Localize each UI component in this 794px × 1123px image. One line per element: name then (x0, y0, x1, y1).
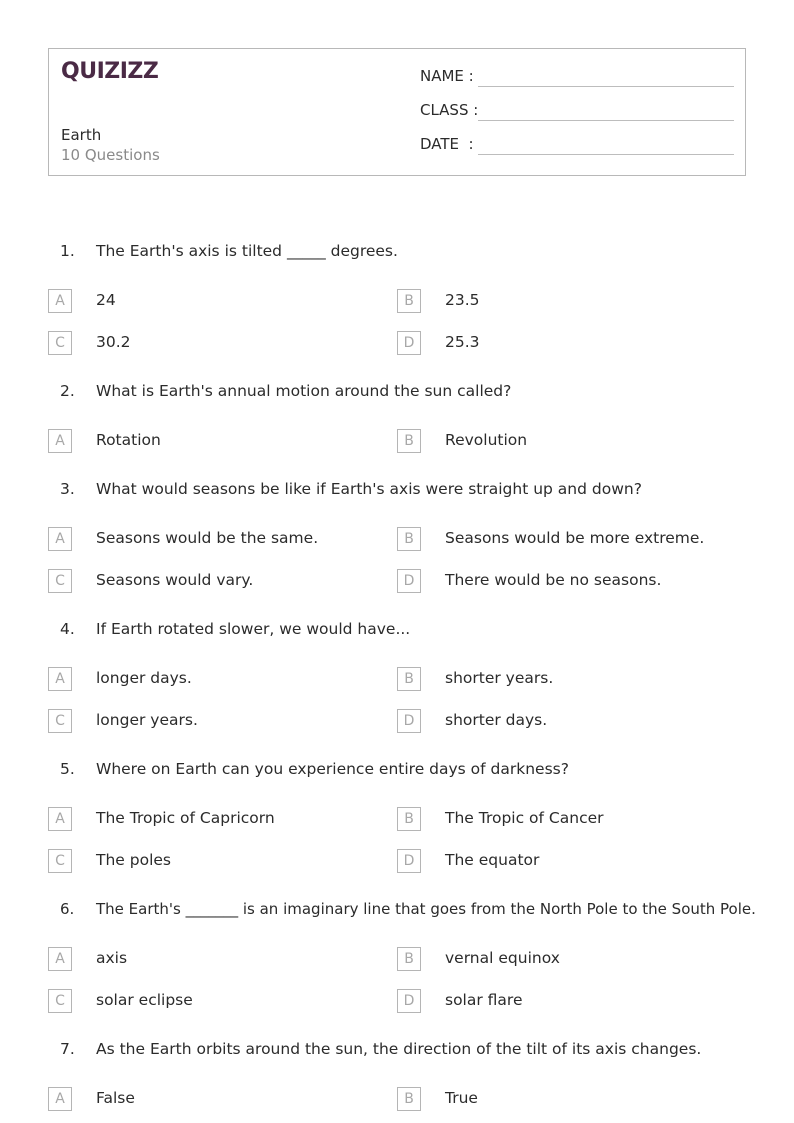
option-3b[interactable] (397, 527, 705, 551)
option-6a[interactable] (48, 947, 348, 971)
option-letter: A (48, 289, 72, 313)
option-text: longer days. (96, 669, 192, 687)
option-1d[interactable] (397, 331, 697, 355)
question-text: The Earth's axis is tilted _____ degrees. (96, 242, 398, 260)
worksheet-header (48, 48, 746, 176)
question-number: 3. (60, 480, 75, 498)
option-letter: B (397, 527, 421, 551)
option-1a[interactable] (48, 289, 348, 313)
option-letter: B (397, 807, 421, 831)
option-3d[interactable] (397, 569, 697, 593)
question-text: If Earth rotated slower, we would have... (96, 620, 411, 638)
option-text: Seasons would vary. (96, 571, 254, 589)
option-text: The Tropic of Capricorn (96, 809, 275, 827)
option-5c[interactable] (48, 849, 348, 873)
option-7b[interactable] (397, 1087, 697, 1111)
option-7a[interactable] (48, 1087, 348, 1111)
option-letter: A (48, 947, 72, 971)
option-letter: A (48, 1087, 72, 1111)
class-field[interactable] (420, 101, 734, 125)
option-4c[interactable] (48, 709, 348, 733)
option-5b[interactable] (397, 807, 697, 831)
option-letter: D (397, 709, 421, 733)
option-text: Seasons would be more extreme. (445, 529, 705, 547)
option-letter: C (48, 331, 72, 355)
option-text: longer years. (96, 711, 198, 729)
option-letter: B (397, 947, 421, 971)
option-text: Rotation (96, 431, 161, 449)
option-text: shorter days. (445, 711, 548, 729)
question-text: Where on Earth can you experience entire days of darkness? (96, 760, 569, 778)
option-letter: A (48, 429, 72, 453)
option-3c[interactable] (48, 569, 348, 593)
option-text: The poles (96, 851, 171, 869)
question-number: 7. (60, 1040, 75, 1058)
option-letter: B (397, 1087, 421, 1111)
class-label: CLASS : (420, 101, 479, 119)
option-3a[interactable] (48, 527, 348, 551)
option-4a[interactable] (48, 667, 348, 691)
option-5d[interactable] (397, 849, 697, 873)
class-line[interactable] (478, 120, 734, 121)
option-1b[interactable] (397, 289, 697, 313)
option-letter: A (48, 527, 72, 551)
option-2a[interactable] (48, 429, 348, 453)
option-letter: A (48, 667, 72, 691)
question-text: What is Earth's annual motion around the sun called? (96, 382, 512, 400)
option-letter: D (397, 569, 421, 593)
date-label: DATE : (420, 135, 474, 153)
option-letter: D (397, 331, 421, 355)
question-number: 6. (60, 900, 75, 918)
option-text: solar eclipse (96, 991, 193, 1009)
option-text: 23.5 (445, 291, 480, 309)
option-4d[interactable] (397, 709, 697, 733)
option-text: Revolution (445, 431, 528, 449)
date-field[interactable] (420, 135, 734, 159)
option-2b[interactable] (397, 429, 697, 453)
option-6b[interactable] (397, 947, 697, 971)
option-text: False (96, 1089, 135, 1107)
option-letter: D (397, 849, 421, 873)
option-text: 30.2 (96, 333, 131, 351)
name-line[interactable] (478, 86, 734, 87)
option-letter: B (397, 289, 421, 313)
option-text: 24 (96, 291, 116, 309)
question-number: 5. (60, 760, 75, 778)
option-text: The Tropic of Cancer (445, 809, 604, 827)
option-letter: C (48, 709, 72, 733)
option-text: solar flare (445, 991, 523, 1009)
name-label: NAME : (420, 67, 474, 85)
option-text: There would be no seasons. (445, 571, 662, 589)
option-letter: C (48, 989, 72, 1013)
option-letter: A (48, 807, 72, 831)
question-text: What would seasons be like if Earth's axis were straight up and down? (96, 480, 642, 498)
option-letter: D (397, 989, 421, 1013)
option-1c[interactable] (48, 331, 348, 355)
question-number: 4. (60, 620, 75, 638)
option-text: True (445, 1089, 478, 1107)
option-letter: C (48, 569, 72, 593)
option-letter: B (397, 429, 421, 453)
option-text: The equator (445, 851, 540, 869)
option-letter: C (48, 849, 72, 873)
option-letter: B (397, 667, 421, 691)
option-6d[interactable] (397, 989, 697, 1013)
name-field[interactable] (420, 67, 734, 91)
date-line[interactable] (478, 154, 734, 155)
quiz-title: Earth (61, 126, 102, 144)
option-text: Seasons would be the same. (96, 529, 319, 547)
question-number: 1. (60, 242, 75, 260)
question-number: 2. (60, 382, 75, 400)
question-text: The Earth's _______ is an imaginary line that goes from the North Pole to the South Pole. (96, 900, 756, 918)
question-count: 10 Questions (61, 146, 160, 164)
option-text: axis (96, 949, 128, 967)
quizizz-logo: QUIZIZZ (61, 59, 159, 84)
option-5a[interactable] (48, 807, 348, 831)
option-text: 25.3 (445, 333, 480, 351)
question-text: As the Earth orbits around the sun, the direction of the tilt of its axis changes. (96, 1040, 702, 1058)
option-4b[interactable] (397, 667, 697, 691)
option-text: vernal equinox (445, 949, 560, 967)
option-6c[interactable] (48, 989, 348, 1013)
option-text: shorter years. (445, 669, 554, 687)
